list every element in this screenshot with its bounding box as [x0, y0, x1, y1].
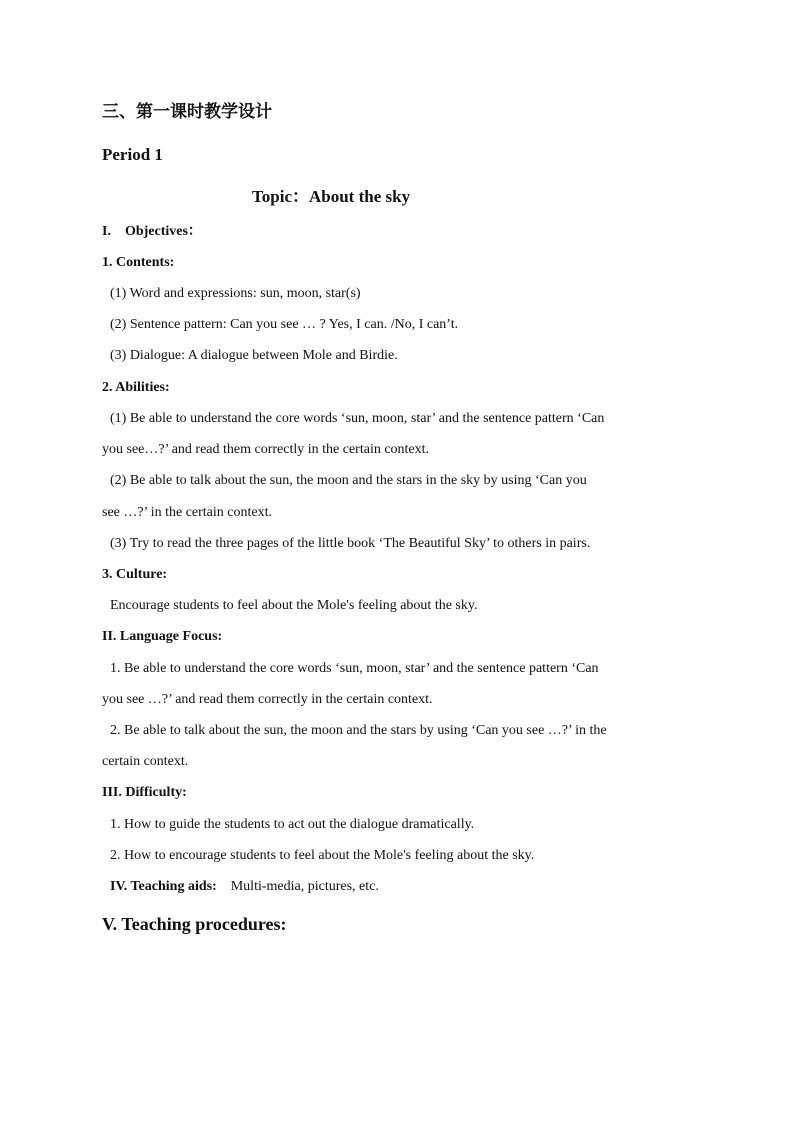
language-focus-line: certain context.: [102, 754, 189, 769]
language-focus-line: 1. Be able to understand the core words ‘sun, moon, star’ and the sentence pattern ‘Can: [110, 661, 599, 676]
contents-heading: 1. Contents:: [102, 255, 175, 270]
contents-item: (1) Word and expressions: sun, moon, star(s): [110, 286, 361, 301]
language-focus-heading: II. Language Focus:: [102, 629, 223, 644]
abilities-line: see …?’ in the certain context.: [102, 505, 272, 520]
culture-text: Encourage students to feel about the Mole's feeling about the sky.: [110, 598, 478, 613]
teaching-aids-row: [110, 878, 379, 896]
difficulty-item: 2. How to encourage students to feel about the Mole's feeling about the sky.: [110, 848, 535, 863]
period-title: Period 1: [102, 145, 163, 164]
topic-title: Topic：About the sky: [252, 187, 411, 206]
language-focus-line: you see …?’ and read them correctly in the certain context.: [102, 692, 433, 707]
culture-heading: 3. Culture:: [102, 567, 168, 582]
teaching-aids-value: Multi-media, pictures, etc.: [230, 879, 379, 894]
section-heading-cn: 三、第一课时教学设计: [102, 102, 272, 122]
procedures-heading: V. Teaching procedures:: [102, 914, 287, 934]
abilities-heading: 2. Abilities:: [102, 380, 170, 395]
contents-item: (2) Sentence pattern: Can you see … ? Yes, I can. /No, I can’t.: [110, 317, 459, 332]
difficulty-heading: III. Difficulty:: [102, 785, 187, 800]
abilities-line: (3) Try to read the three pages of the little book ‘The Beautiful Sky’ to others in pairs.: [110, 536, 591, 551]
abilities-line: (1) Be able to understand the core words ‘sun, moon, star’ and the sentence pattern ‘Can: [110, 411, 605, 426]
objectives-heading: I. Objectives：: [102, 224, 202, 239]
language-focus-line: 2. Be able to talk about the sun, the moon and the stars by using ‘Can you see …?’ in the: [110, 723, 607, 738]
abilities-line: (2) Be able to talk about the sun, the moon and the stars in the sky by using ‘Can you: [110, 473, 587, 488]
abilities-line: you see…?’ and read them correctly in the certain context.: [102, 442, 430, 457]
contents-item: (3) Dialogue: A dialogue between Mole and Birdie.: [110, 348, 398, 363]
difficulty-item: 1. How to guide the students to act out the dialogue dramatically.: [110, 817, 475, 832]
teaching-aids-label: IV. Teaching aids:: [110, 879, 217, 894]
